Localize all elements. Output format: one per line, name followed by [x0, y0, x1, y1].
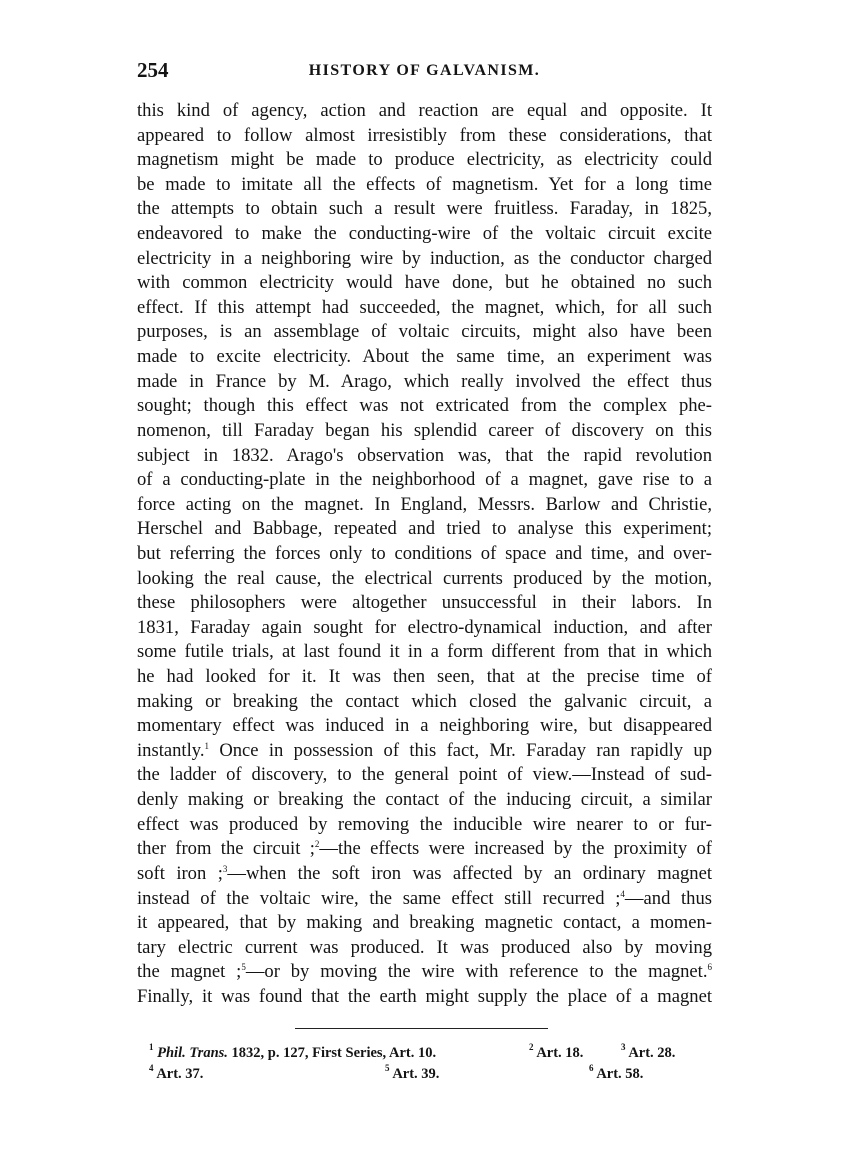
footnote-2 — [529, 1043, 583, 1064]
footnote-text: Art. 58. — [593, 1066, 644, 1082]
text-line: appeared to follow almost irresistibly from these considerations, that — [137, 124, 712, 146]
text-line: denly making or breaking the contact of the inducing circuit, a similar — [137, 789, 712, 811]
text-line: subject in 1832. Arago's observation was, that the rapid revolution — [137, 444, 712, 466]
footnote-5 — [385, 1064, 439, 1085]
line-text: ther from the circuit ; — [137, 838, 315, 860]
footnote-ref: 6 — [707, 962, 712, 973]
footnote-mark: 3 — [621, 1042, 626, 1052]
footnotes — [149, 1043, 701, 1085]
footnote-3 — [621, 1043, 675, 1064]
page-number: 254 — [137, 58, 169, 82]
text-line: making or breaking the contact which closed the galvanic circuit, a — [137, 690, 712, 712]
text-line: looking the real cause, the electrical currents produced by the motion, — [137, 567, 712, 589]
text-line: Herschel and Babbage, repeated and tried to analyse this experiment; — [137, 518, 712, 540]
page-header — [137, 58, 712, 84]
text-line: purposes, is an assemblage of voltaic circuits, might also have been — [137, 321, 712, 343]
footnote-mark: 6 — [589, 1063, 594, 1073]
text-line — [137, 837, 712, 862]
footnote-text: 1832, p. 127, First Series, Art. 10. — [227, 1045, 437, 1061]
text-line: effect was produced by removing the inducible wire nearer to or fur- — [137, 813, 712, 835]
text-line: made in France by M. Arago, which really involved the effect thus — [137, 370, 712, 392]
footnote-text: Art. 28. — [625, 1045, 676, 1061]
footnote-ref: 1 — [204, 740, 209, 751]
line-text: —when the soft iron was affected by an ordinary magnet — [227, 862, 712, 884]
text-line: nomenon, till Faraday began his splendid career of discovery on this — [137, 419, 712, 441]
text-line: this kind of agency, action and reaction are equal and opposite. It — [137, 100, 712, 121]
text-line: these philosophers were altogether unsuccessful in their labors. In — [137, 592, 712, 614]
footnote-text: Art. 37. — [153, 1066, 204, 1082]
line-text: —and thus — [624, 887, 712, 909]
footnote-ref: 3 — [222, 863, 228, 874]
text-line: 1831, Faraday again sought for electro-dynamical induction, and after — [137, 616, 712, 638]
running-title: HISTORY OF GALVANISM. — [308, 62, 541, 79]
text-line: electricity in a neighboring wire by induction, as the conductor charged — [137, 247, 712, 269]
text-line — [137, 887, 712, 912]
footnote-ref: 4 — [620, 888, 625, 899]
text-line: Finally, it was found that the earth might supply the place of a magnet — [137, 985, 712, 1007]
footnote-4 — [149, 1064, 203, 1085]
text-line — [137, 739, 712, 764]
line-text: instead of the voltaic wire, the same effect still recurred ; — [137, 887, 621, 909]
text-line: he had looked for it. It was then seen, that at the precise time of — [137, 666, 712, 688]
footnote-1 — [149, 1043, 436, 1064]
text-line — [137, 862, 712, 887]
footnote-text: Art. 39. — [389, 1066, 440, 1082]
text-line: the attempts to obtain such a result were fruitless. Faraday, in 1825, — [137, 198, 712, 220]
footnote-divider — [295, 1028, 548, 1029]
text-line: but referring the forces only to conditions of space and time, and over- — [137, 542, 712, 564]
line-text: instantly. — [137, 739, 205, 761]
body-text — [137, 99, 712, 1010]
footnote-row — [149, 1064, 701, 1085]
footnote-ref: 2 — [314, 839, 320, 850]
footnote-6 — [589, 1064, 643, 1085]
text-line: made to excite electricity. About the same time, an experiment was — [137, 346, 712, 368]
text-line: sought; though this effect was not extricated from the complex phe- — [137, 395, 712, 417]
footnote-mark: 2 — [529, 1042, 534, 1052]
footnote-mark: 5 — [385, 1063, 390, 1073]
footnote-mark: 4 — [149, 1063, 154, 1073]
footnote-row — [149, 1043, 701, 1064]
text-line: the ladder of discovery, to the general point of view.—Instead of sud- — [137, 764, 712, 786]
text-line — [137, 960, 712, 985]
footnote-mark: 1 — [149, 1042, 154, 1052]
line-text: —or by moving the wire with reference to the magnet. — [245, 961, 708, 983]
journal-title: Phil. Trans. — [157, 1045, 228, 1061]
text-line: with common electricity would have done, but he obtained no such — [137, 272, 712, 294]
text-line: magnetism might be made to produce electricity, as electricity could — [137, 149, 712, 171]
line-text: Once in possession of this fact, Mr. Faraday ran rapidly up — [208, 739, 712, 761]
text-line: be made to imitate all the effects of magnetism. Yet for a long time — [137, 173, 712, 195]
line-text: —the effects were increased by the proximity of — [319, 838, 712, 860]
footnote-text: Art. 18. — [533, 1045, 584, 1061]
text-line: effect. If this attempt had succeeded, the magnet, which, for all such — [137, 296, 712, 318]
line-text: soft iron ; — [137, 862, 223, 884]
line-text: the magnet ; — [137, 961, 242, 983]
text-line: some futile trials, at last found it in a form different from that in which — [137, 641, 712, 663]
text-line: tary electric current was produced. It was produced also by moving — [137, 936, 712, 958]
text-line: endeavored to make the conducting-wire of the voltaic circuit excite — [137, 223, 712, 245]
text-line: of a conducting-plate in the neighborhood of a magnet, gave rise to a — [137, 469, 712, 491]
footnote-ref: 5 — [241, 962, 246, 973]
text-line: force acting on the magnet. In England, Messrs. Barlow and Christie, — [137, 493, 712, 515]
text-line: it appeared, that by making and breaking magnetic contact, a momen- — [137, 912, 712, 934]
text-line: momentary effect was induced in a neighboring wire, but disappeared — [137, 715, 712, 737]
